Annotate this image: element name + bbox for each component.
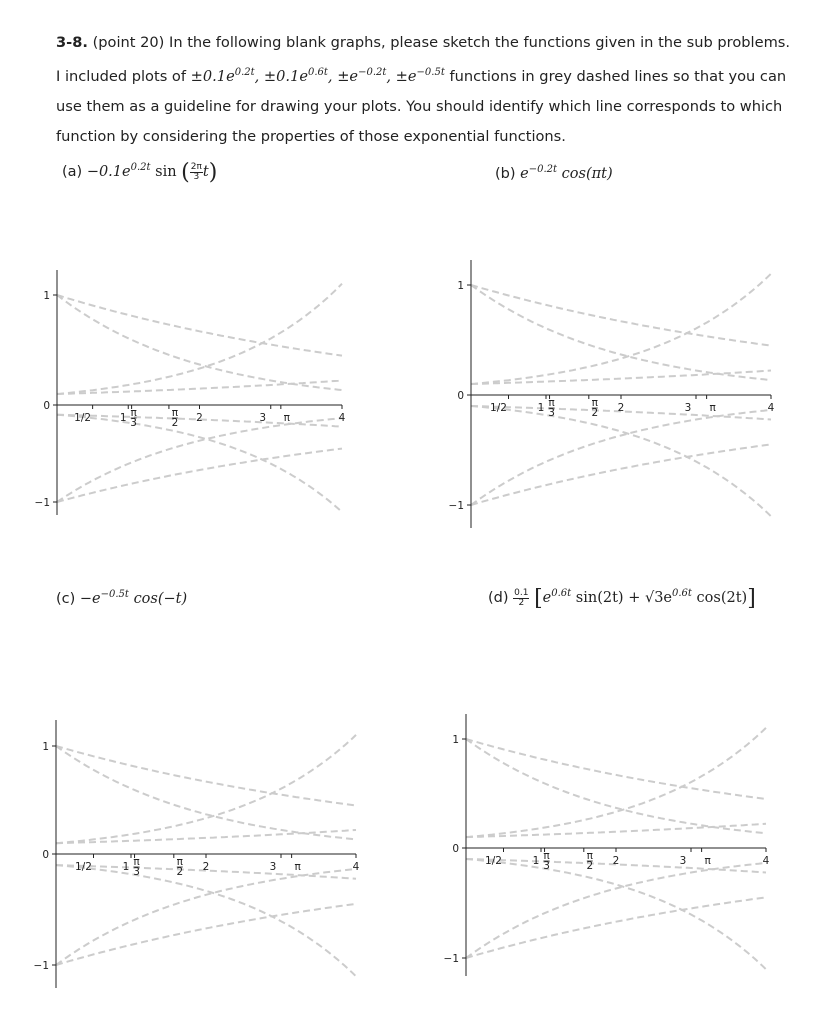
- x-tick-label: [176, 856, 183, 878]
- x-tick-label: 1/2: [75, 861, 92, 873]
- y-tick-label: −1: [443, 953, 459, 965]
- subproblem-d-frac: [513, 589, 529, 608]
- x-tick-label: 4: [338, 412, 346, 424]
- x-tick-label: [543, 850, 550, 872]
- svg-text:π: π: [548, 397, 555, 409]
- x-tick-label: 3: [259, 412, 267, 424]
- x-tick-label: 2: [617, 402, 625, 414]
- x-tick-label: π: [294, 861, 301, 873]
- x-tick-label: 4: [767, 402, 775, 414]
- subproblem-a-lead: −0.1e: [86, 164, 131, 180]
- svg-text:3: 3: [548, 407, 555, 419]
- guide-fn-1: ±0.1e: [190, 68, 235, 85]
- svg-text:3: 3: [543, 860, 550, 872]
- y-tick-label: 1: [42, 741, 49, 753]
- guide-curve-5: [56, 746, 356, 806]
- subproblem-c-fn: cos(−t): [133, 591, 188, 607]
- subproblem-d-e1: e: [542, 590, 552, 606]
- x-tick-label: 4: [762, 855, 770, 867]
- x-tick-label: 1: [532, 855, 540, 867]
- svg-text:π: π: [591, 397, 598, 409]
- guide-curve-6: [471, 444, 771, 505]
- guide-curve-1: [466, 824, 766, 837]
- x-tick-label: 2: [196, 412, 203, 424]
- y-tick-label: 0: [457, 390, 464, 402]
- x-tick-label: [172, 407, 179, 429]
- bracket-open: [: [534, 586, 543, 611]
- y-tick-label: −1: [33, 960, 49, 972]
- x-tick-label: π: [704, 855, 711, 867]
- guide-curve-6: [56, 904, 356, 965]
- bracket-close: ]: [747, 586, 756, 611]
- frac-num: 0.1: [514, 587, 529, 598]
- svg-text:2: 2: [591, 407, 599, 419]
- x-tick-label: 4: [352, 861, 360, 873]
- x-tick-label: π: [709, 402, 716, 414]
- guide-curve-8: [471, 410, 771, 505]
- y-tick-label: 1: [452, 734, 459, 746]
- subproblem-a-tag: (a): [62, 164, 83, 180]
- guide-curve-8: [466, 863, 766, 958]
- guide-curve-6: [57, 449, 342, 502]
- subproblem-b-tag: (b): [495, 166, 516, 182]
- x-tick-label: 3: [269, 861, 277, 873]
- frac-num: 2π: [190, 161, 202, 172]
- svg-text:π: π: [133, 856, 140, 868]
- guide-curve-5: [471, 285, 771, 346]
- problem-line2-pre: I included plots of: [56, 68, 186, 85]
- svg-text:2: 2: [171, 417, 179, 429]
- subproblem-a-frac: [190, 163, 203, 182]
- x-tick-label: [548, 397, 555, 419]
- guide-fn-3-exp: −0.2t: [358, 67, 387, 78]
- paren-close: ): [208, 160, 218, 185]
- svg-text:3: 3: [133, 866, 140, 878]
- guide-curve-4: [56, 865, 356, 976]
- frac-den: 3: [193, 171, 200, 182]
- svg-text:π: π: [130, 407, 137, 419]
- guide-curve-4: [466, 859, 766, 969]
- problem-intro: (point 20) In the following blank graphs, please sketch the functions given in the sub problems.: [92, 34, 791, 51]
- guide-fn-2: , ±0.1e: [254, 68, 308, 85]
- x-tick-label: 1: [119, 412, 127, 424]
- y-tick-label: 1: [43, 290, 50, 302]
- guide-curve-3: [56, 735, 356, 843]
- graph-b[interactable]: [445, 260, 780, 530]
- subproblem-c-tag: (c): [56, 591, 76, 607]
- guide-curve-5: [57, 295, 342, 356]
- guide-curve-6: [466, 897, 766, 958]
- x-tick-label: [591, 397, 598, 419]
- x-tick-label: 1: [122, 861, 130, 873]
- subproblem-d-f1: sin(2t) + √3e: [575, 590, 672, 606]
- svg-text:π: π: [176, 856, 183, 868]
- subproblem-a-fn: sin: [155, 164, 177, 180]
- guide-fn-2-exp: 0.6t: [308, 67, 328, 78]
- guide-curve-1: [56, 830, 356, 843]
- guide-curve-7: [466, 739, 766, 833]
- guide-curve-4: [57, 415, 342, 512]
- guide-curve-8: [57, 418, 342, 502]
- guide-curve-3: [471, 274, 771, 384]
- subproblem-c-exp: −0.5t: [100, 589, 129, 600]
- subproblem-d-label: [488, 586, 756, 611]
- y-tick-label: 1: [457, 280, 464, 292]
- graph-c[interactable]: [30, 720, 375, 990]
- problem-line-1: [56, 28, 796, 58]
- x-tick-label: 2: [612, 855, 620, 867]
- guide-curve-7: [57, 295, 342, 390]
- y-tick-label: −1: [34, 497, 50, 509]
- problem-line2-post: functions in grey dashed lines so that you can: [449, 68, 787, 85]
- problem-line-3: use them as a guideline for drawing your plots. You should identify which line corresponds to which: [56, 98, 783, 115]
- x-tick-label: [133, 856, 140, 878]
- svg-text:2: 2: [176, 866, 184, 878]
- x-tick-label: π: [283, 412, 291, 424]
- guide-fn-4: , ±e: [386, 68, 417, 85]
- problem-statement: [56, 28, 796, 152]
- x-tick-label: 1: [537, 402, 545, 414]
- subproblem-b-fn: cos(πt): [561, 166, 613, 182]
- guide-curve-3: [57, 284, 342, 394]
- svg-text:π: π: [586, 850, 593, 862]
- x-tick-label: 1/2: [485, 855, 502, 867]
- subproblem-b-lead: e: [520, 166, 529, 182]
- guide-curve-7: [471, 285, 771, 380]
- x-tick-label: 1/2: [490, 402, 507, 414]
- x-tick-label: 3: [684, 402, 692, 414]
- guide-curve-4: [471, 406, 771, 516]
- subproblem-a-var: t: [202, 164, 209, 180]
- guide-fn-3: , ±e: [327, 68, 359, 85]
- problem-line-2: [56, 58, 796, 92]
- x-tick-label: 2: [202, 861, 210, 873]
- problem-line-4: function by considering the properties of those exponential functions.: [56, 128, 566, 145]
- x-tick-label: 1/2: [74, 412, 92, 424]
- guide-curve-5: [466, 739, 766, 799]
- subproblem-b-exp: −0.2t: [528, 164, 558, 175]
- y-tick-label: 0: [452, 843, 459, 855]
- y-tick-label: 0: [42, 849, 49, 861]
- subproblem-d-exp2: 0.6t: [672, 588, 692, 599]
- subproblem-b-label: [495, 164, 613, 182]
- x-tick-label: [130, 407, 137, 429]
- subproblem-d-f2: cos(2t): [696, 590, 748, 606]
- frac-den: 2: [518, 597, 525, 608]
- svg-text:2: 2: [586, 860, 594, 872]
- subproblem-a-label: [62, 160, 217, 185]
- guide-curve-1: [471, 371, 771, 385]
- guide-functions: [191, 68, 450, 85]
- guide-curve-3: [466, 728, 766, 837]
- subproblem-d-tag: (d): [488, 590, 509, 606]
- svg-text:3: 3: [130, 417, 137, 429]
- subproblem-c-label: [56, 589, 187, 607]
- guide-curve-7: [56, 746, 356, 839]
- x-tick-label: [586, 850, 593, 872]
- svg-text:π: π: [543, 850, 550, 862]
- graph-a[interactable]: [30, 270, 350, 520]
- y-tick-label: −1: [448, 500, 464, 512]
- paren-open: (: [181, 160, 190, 185]
- x-tick-label: 3: [679, 855, 687, 867]
- subproblem-c-lead: −e: [79, 591, 101, 607]
- guide-curve-1: [57, 381, 342, 395]
- guide-fn-4-exp: −0.5t: [416, 67, 445, 78]
- graph-d[interactable]: [440, 714, 775, 979]
- subproblem-d-exp1: 0.6t: [551, 588, 572, 599]
- problem-number: 3-8.: [56, 34, 88, 51]
- y-tick-label: 0: [43, 400, 50, 412]
- subproblem-a-exp: 0.2t: [130, 162, 151, 173]
- svg-text:π: π: [171, 407, 179, 419]
- guide-curve-8: [56, 869, 356, 965]
- guide-fn-1-exp: 0.2t: [234, 67, 255, 78]
